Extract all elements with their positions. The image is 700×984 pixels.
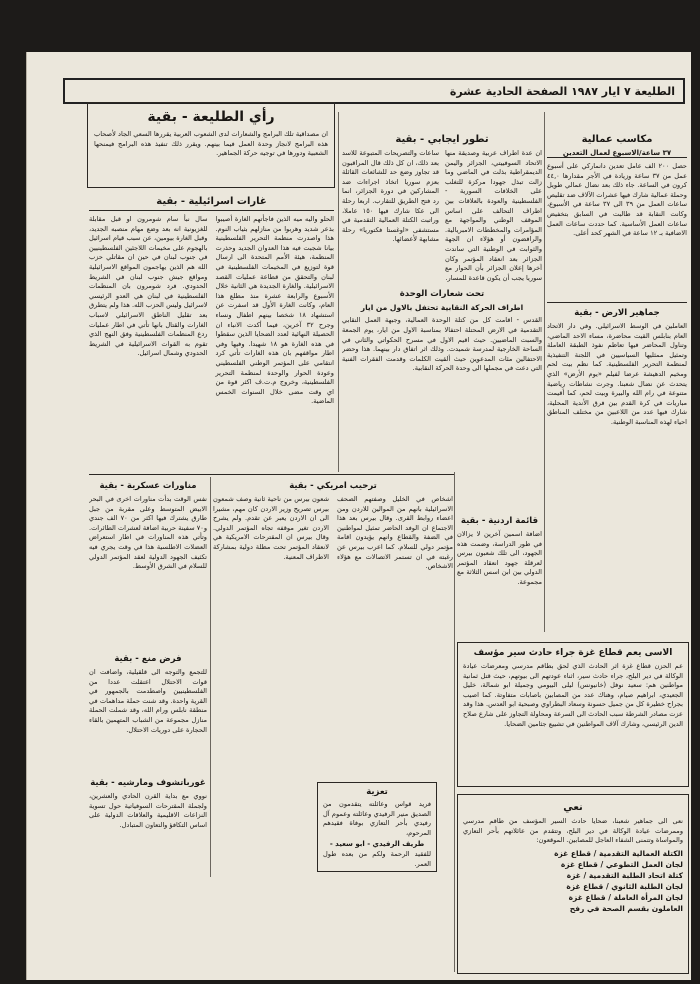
column-divider bbox=[454, 472, 455, 972]
peres-col2: شعون بيرس من ناحية ثانية وصف شمعون بيرس تصريح وزير الاردن كان مهم، مشيرا الى ان الاردن يعبر عن تقدم. ولم يشرح الاردن تغير موقفه تجاه المؤتمر الدولي. وقال بيرس ان المقترحات الامريكية هي لانعقاد المؤتمر تحت مظلة دولية بمشاركة الاطراف المعنية. bbox=[213, 495, 329, 561]
obituary-list bbox=[463, 848, 683, 914]
sport-article bbox=[547, 304, 687, 634]
sport-title: جماهير الارض - بقية bbox=[574, 308, 660, 318]
condolence-box bbox=[317, 782, 437, 872]
obituary-body: نعى الى جماهير شعبنا، ضحايا حادث السير المؤسف من طاقم مدرسي وممرضات عيادة الوكالة في دير البلح، وتتقدم من عائلاتهم بأحر التعازي والمواساة وتتمنى الشفاء العاجل للمصابين. الموقعون: bbox=[463, 817, 683, 845]
jordan-article bbox=[457, 512, 542, 632]
obituary-item: لجان المرأة العاملة / قطاع غزة bbox=[568, 892, 683, 902]
ejabi-col2: ساعات والتصريحات المتبوعة للاسد بعد ذلك، ان كل ذلك قال المراقبون قد تجاوز وضع حد للشائعات القائلة بعزم سوريا اتخاذ اجراءات ضد المشاركين في دورة الجزائر، انما رد فتح الطريق للتقارب. اربعا رحلة الى عكا شارك فيها ١٥٠ عاملا، وراتبت الكتلة العمالية التقدمية في مستشفى «اوغستا فكتوريا» رحلة مشابهة لأعضائها. bbox=[342, 149, 439, 244]
gaza-title: الاسى يعم قطاع غزة جراء حادث سير مؤسف bbox=[473, 648, 673, 658]
jordan-body: اضافة اسمين آخرين لا يزالان في طور الدراسة، وضمت هذه الجهود، الى تلك شعبون بيرس لعرقلة جهود انعقاد المؤتمر الدولي بين ابن اسس الثلاثة مع مجموعة. bbox=[457, 530, 542, 586]
column-divider bbox=[210, 477, 211, 877]
gaza-body: عم الحزن قطاع غزة اثر الحادث الذي لحق بطاقم مدرسي ومعرضات عيادة الوكالة في دير البلح، جراء حادث سير، اثناء عودتهم الى بيوتهم، حيث قتل ثمانية مواطنين هم: سعيد نوفل (خانيونس) ليلى البيومي وجميلة ابو شمالة، خليل الجعيدي، ابراهيم صيام، وهناك عدد من المصابين باصابات متفاوتة. كما اصيب بجراح خطيرة كل من جميل حسونة وسعاد البطراوي وصبحية ابو العدس. هذا وقد عزت مصادر الشرطة سبب الحادث الى السرعة ومحاولة التجاوز على شارع صلاح الدين الرئيسي، وشارك آلاف المواطنين في تشييع جثامين الضحايا. bbox=[463, 662, 683, 728]
obituary-item: كتلة اتحاد الطلبة التقدمية / غزة bbox=[566, 870, 683, 880]
raids-article bbox=[89, 192, 334, 472]
curfew-title: فرض منع - بقية bbox=[114, 654, 182, 664]
workers-article bbox=[547, 130, 687, 300]
section-divider bbox=[89, 474, 454, 475]
obituary-title: نعي bbox=[563, 802, 583, 813]
soviet-article bbox=[89, 774, 207, 874]
ejabi-article bbox=[342, 130, 542, 510]
ejabi-title: تطور ايجابي - بقية bbox=[395, 134, 489, 145]
condolence-signature: طريف الرفيدي - ابو سعيد - bbox=[329, 840, 425, 849]
editorial-box bbox=[87, 102, 335, 188]
editorial-title: رأي الطليعة - بقية bbox=[147, 109, 275, 125]
ejabi-col1: ان عدة اطراف عربية وصديقة منها الاتحاد السوفييتي، الجزائر واليمن الديمقراطية بذلت في الماضي وما زالت تبذل جهودا مركزة للتغلب على الخلافات السورية - الفلسطينية والعودة بالعلاقات بين اطراف التحالف على اساس الموقف الوطني والمواجهة مع المؤامرات والمخططات الامبريالية. والرافضون أو هؤلاء ان الجهة والثوابت في الوطنية التي ساندت الجزائر بعد انعقاد المؤتمر وكان آخرها إعلان الجزائر بأن الحوار مع سوريا يجب أن يكون قاعدة للمسار. bbox=[445, 149, 542, 282]
unions-body: القدس - اقامت كل من كتلة الوحدة العمالية، وجبهة العمل النقابي التقدمية في الارض المحتلة احتفالا بمناسبة الاول من ايار، يوم الجمعة والسبت الماضيين. حيث اقيم الاول في مسرح الحكواتي والثاني في الساحة الخارجية لمدرسة شميدت. وذلك اثر اتفاق دار بينهما. هذا وحضر الاحتفالين مئات المدعوين حيث ألقيت الكلمات وقدمت الفقرات الفنية التي دعت في مجملها الى وحدة الحركة النقابية. bbox=[342, 316, 542, 373]
military-article bbox=[89, 477, 207, 647]
jordan-title: قائمة اردنية - بقية bbox=[460, 516, 539, 526]
condolence-title: تعزية bbox=[366, 787, 388, 797]
editorial-body: ان مصداقية تلك البرامج والشعارات لدى الشعوب العربية يقررها السعي الجاد لأصحاب هذه البرامج لانجاز وحدة العمل فيما بينهم. ويقرر ذلك تنفيذ هذه البرامج فيمنحها الشعبية ودورها في توجيه حركة الجماهير. bbox=[94, 130, 328, 158]
military-title: مناورات عسكرية - بقية bbox=[99, 481, 197, 491]
obituary-box bbox=[457, 794, 689, 974]
obituary-item: العاملون بقسم الصحة في رفح bbox=[569, 903, 683, 913]
raids-col1: الحلو واليه ميه الذين فاجأتهم الغارة أصيبوا بذعر شديد وهربوا من منازلهم بثياب النوم. هذا واصدرت منظمة التحرير الفلسطينية بيانا شجبت فيه هذا العدوان الجديد وحذرت المنظمة، هيئة الأمم المتحدة الى ارسال قوة لتوزيع في المخيمات الفلسطينية في لبنان والتحقق من قطاعة عمليات القصد الاسرائيلية. والغارة الجديدة هي الثانية خلال الأسبوع والرابعة عشرة منذ مطلع هذا العام، وكانت الغارة الأول قد اسفرت عن استشهاد ١٨ شخصا بينهم اطفال ونساء وجرح ٣٢ آخرين، فيما أكدت الانباء ان الحصيلة النهائية لعدد الضحايا الذين سقطوا في هذه الغارة هو ١٨ شهيدا. وفيها وفي اطار مواقفهم بان هذه الغارات تأتي كرد انتقامي على المؤتمر الوطني الفلسطيني وعودة الحوار والوحدة لمنظمة التحرير الفلسطينية، وخروج م.ت.ف اكثر قوة من اي وقت مضى خلال السنوات الخمس الماضية. bbox=[215, 215, 334, 406]
section-divider bbox=[547, 302, 687, 303]
raids-col2: سال نبأ سام شومرون او قبل مقابلة للغزيونية انه بعد وضع مهام منصبه الجديد، وقبل الغارة بيومين، عن سبب قيام اسرائيل بالهجوم على مخيمات اللاجئين الفلسطينيين في جنوب لبنان في حين ان مقاتلي حزب الله هم الذين يهاجمون المواقع الاسرائيلية ومواقع جيش جنوب لبنان في الشريط الحدودي. فرد شومرون بان المنظمات الفلسطينية في لبنان هي العدو الرئيسي لاسرائيل وليس الحزب الله. هذا ولم يتطرق بعد تقليل الناطق الاسرائيلي لاسباب الغارات والقتال بانها تأتي في اطار عمليات ردع المنظمات الفلسطينية وفق النهج الذي تقوم به القوات الاسرائيلية في الشريط الحدودي وشمال اسرائيل. bbox=[89, 215, 208, 358]
unions-subtitle: اطراف الحركة النقابية تحتفل بالاول من ايار bbox=[360, 303, 524, 313]
condolence-closing: للفقيد الرحمة ولكم من بعده طول العمر. bbox=[323, 850, 431, 868]
soviet-title: غورباتشوف ومارشيه - بقية bbox=[90, 778, 206, 788]
obituary-item: الكتلة العمالية التقدمية / قطاع غزة bbox=[554, 848, 683, 858]
newspaper-page bbox=[26, 52, 691, 980]
peres-col1: اشخاص في الخليل وصفتهم الصحف الاسرائيلية بانهم من الموالين للاردن ومن اعضاء روابط القرى. وقال بيرس بعد هذا الاجتماع ان الوفد الحاضر تمثيل لمواطنين في الضفة والقطاع وانهم يؤيدون اقامة مؤتمر دولي للسلام. كما اعرب بيرس عن رغبته في ان تستمر الاتصالات مع هؤلاء الاشخاص. bbox=[337, 495, 453, 571]
condolence-body: فريد قواس وعائلته يتقدمون من الصديق منير الرفيدي وعائلته وعموم آل رفيدي بأحر التعازي بوفاة فقيدهم المرحوم، bbox=[323, 800, 431, 837]
header-text: الطليعة ٧ ايار ١٩٨٧ الصفحة الحادية عشرة bbox=[449, 84, 675, 98]
curfew-article bbox=[89, 650, 207, 770]
gaza-box bbox=[457, 642, 689, 787]
peres-article bbox=[213, 477, 453, 727]
workers-title: مكاسب عمالية bbox=[581, 134, 653, 145]
unions-title: تحت شعارات الوحدة bbox=[399, 289, 485, 300]
workers-body: حصل ٢٠٠ الف عامل تعدين دانماركي على أسبوع عمل من ٣٧ ساعة وزيادة في الأجر مقدارها ٤٤,٠ كرون في الساعة. جاء ذلك بعد نضال عمالي طويل وحملة عمالية شارك فيها عشرات الآلاف ضد تقليص ساعات العمل من ٣٩ الى ٣٧ ساعة في الأسبوع، وكانت النقابة قد طالبت في السابق بتخفيض ساعات العمل الأساسية. كما حددت ساعات العمل الاضافية بـ ١٢ ساعة في الشهر كحد أعلى. bbox=[547, 162, 687, 238]
obituary-item: لجان الطلبة الثانوي / قطاع غزة bbox=[566, 881, 683, 891]
page-header bbox=[63, 78, 685, 104]
military-body: نفس الوقت بدأت مناورات اخرى في البحر الابيض المتوسط وعلى مقربة من جبل طارق يشترك فيها اكثر من ٧٠ الف جندي و٧٠ سفينة حربية اضافة لعشرات الطائرات. وتأتي هذه المناورات في اطار استعراض العضلات الاطلسية هذا في وقت يجري فيه تكثيف الجهود الدولية لعقد المؤتمر الدولي للسلام في الشرق الأوسط. bbox=[89, 495, 207, 571]
column-divider bbox=[338, 112, 339, 472]
workers-subtitle: ٣٧ ساعة/الاسبوع لعمال التعدين bbox=[547, 149, 687, 158]
peres-title: ترحيب امريكي - بقية bbox=[289, 481, 377, 491]
curfew-body: للتجمع والتوجه الى قلقيلية، واضافت ان قوات الاحتلال اعتقلت عددا من الفلسطينيين واصطدمت بالجمهور في القرية واحدة. وقد شنت حملة مداهمات في منطقة نابلس ورام الله، وقد شملت الحملة منازل مجموعة من الشباب المتهمين بالقاء الحجارة على دوريات الاحتلال. bbox=[89, 668, 207, 734]
soviet-body: نووي مع بداية القرن الحادي والعشرين، ولجملة المقترحات السوفياتية حول تسوية النزاعات الاقليمية والعلاقات الدولية على اساس التكافؤ والتعاون المتبادل. bbox=[89, 792, 207, 829]
column-divider bbox=[544, 112, 545, 632]
sport-body: العاملين في الوسط الاسرائيلي. وفي دار الاتحاد العام بنابلس القيت محاضرة، مساء الاحد الماضي، وتناول المحاضر فيها تعاظم نفوذ الطبقة العاملة وتمثيل ممثليها السياسيين في اللجنة التنفيذية لمنظمة التحرير الفلسطينية. كما نظم بيت لحم ومخيم الدهيشة عرضا لفيلم «يوم الأرض» الذي يتحدث عن نضال شعبنا. وجرت نشاطات رياضية متنوعة في رام الله والبيرة وبيت لحم، كما أقيمت مباريات في كرة القدم بين فرق الأندية المحلية، شارك فيها عدد من اللاعبين من مختلف المناطق احياء لهذه المناسبة الوطنية. bbox=[547, 322, 687, 426]
raids-title: غارات اسرائيلية - بقية bbox=[89, 196, 334, 211]
obituary-item: لجان العمل التطوعي / قطاع غزة bbox=[560, 859, 683, 869]
